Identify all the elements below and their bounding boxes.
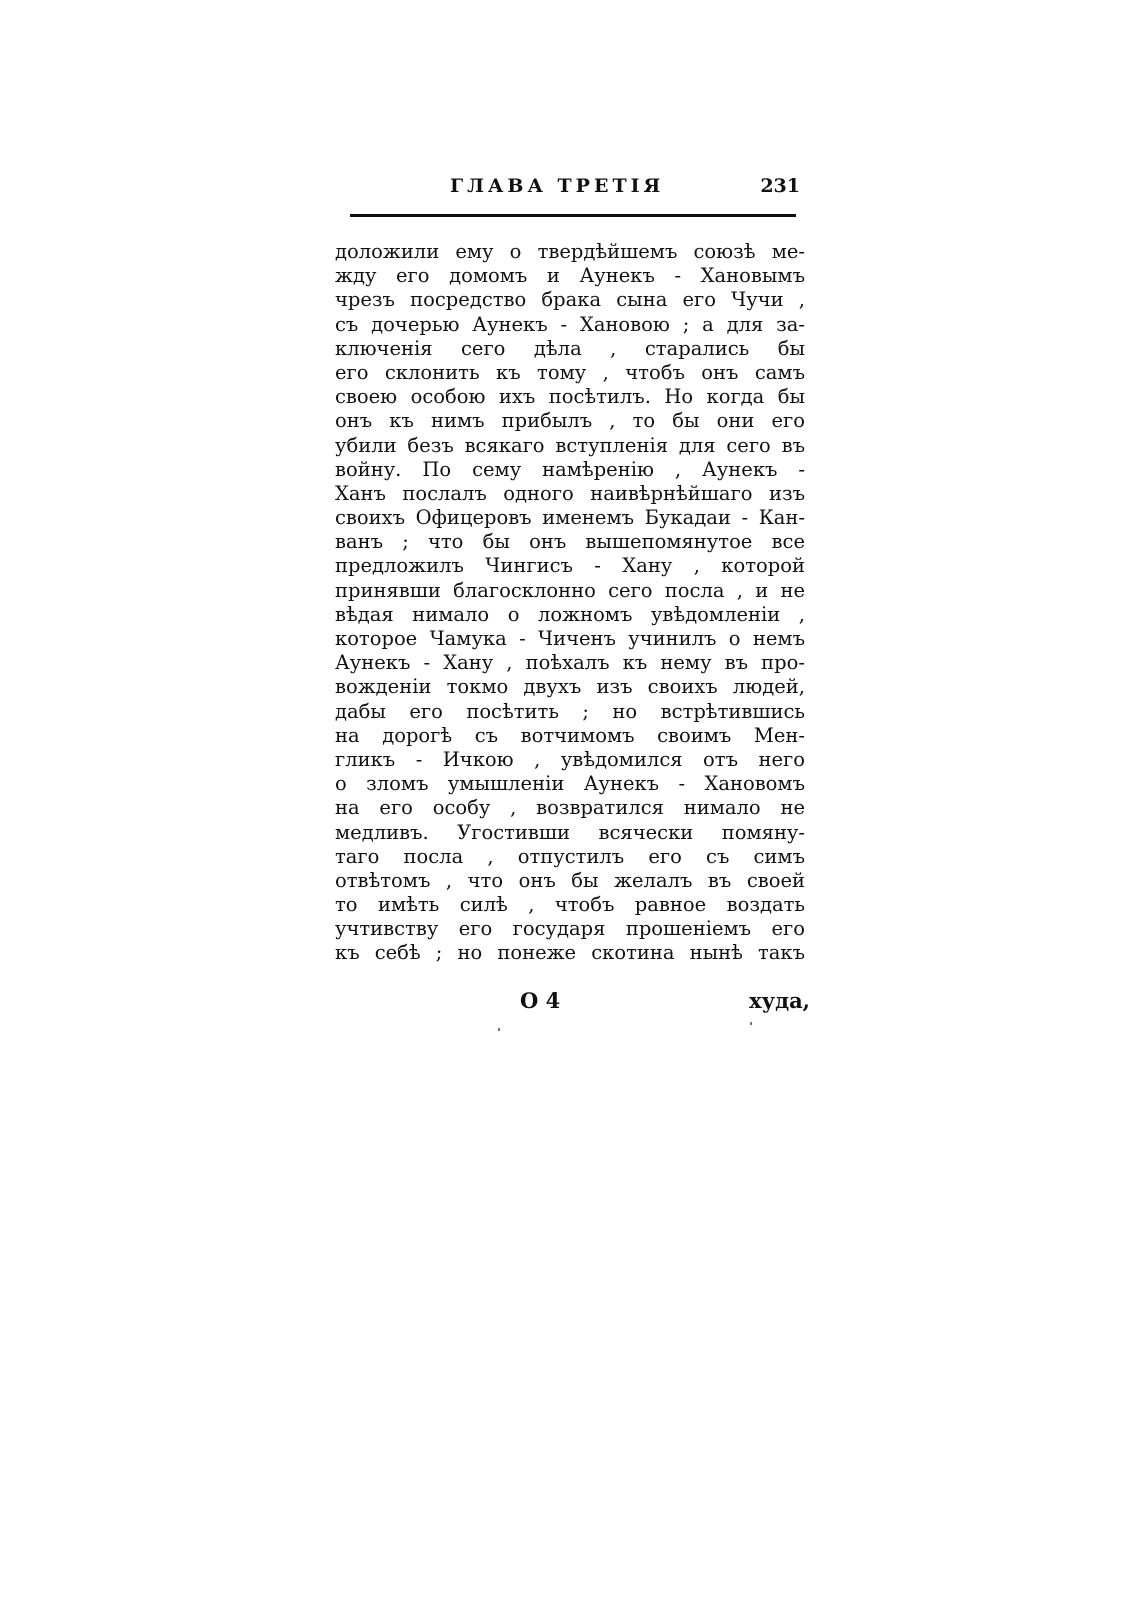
text-line: вѣдая нимало о ложномъ увѣдомленіи , (335, 602, 805, 626)
text-line: на его особу , возвратился нимало не (335, 796, 805, 820)
running-title: ГЛАВА ТРЕТІЯ (450, 175, 665, 197)
text-line: гликъ - Ичкою , увѣдомился отъ него (335, 747, 805, 771)
text-line: предложилъ Чингисъ - Хану , которой (335, 554, 805, 578)
catchword: худа, (749, 988, 810, 1013)
text-line: къ себѣ ; но понеже скотина нынѣ такъ (335, 941, 805, 965)
page-footer (520, 988, 810, 1020)
text-line: ключенія сего дѣла , старались бы (335, 336, 805, 360)
text-line: учтивству его государя прошеніемъ его (335, 917, 805, 941)
text-line: онъ къ нимъ прибылъ , то бы они его (335, 409, 805, 433)
text-line: ванъ ; что бы онъ вышепомянутое все (335, 530, 805, 554)
text-line: которое Чамука - Чиченъ учинилъ о немъ (335, 627, 805, 650)
text-line: медливъ. Угостивши всячески помяну- (335, 820, 805, 844)
header-rule (350, 214, 796, 217)
text-line: жду его домомъ и Аунекъ - Хановымъ (335, 264, 805, 288)
text-line: отвѣтомъ , что онъ бы желалъ въ своей (335, 868, 805, 892)
ink-speck (498, 1028, 500, 1031)
ink-speck (750, 1022, 752, 1025)
text-line: то имѣть силѣ , чтобъ равное воздать (335, 893, 805, 917)
text-line: Ханъ послалъ одного наивѣрнѣйшаго изъ (335, 481, 805, 505)
body-text (335, 240, 805, 966)
text-line: вожденіи токмо двухъ изъ своихъ людей, (335, 675, 805, 699)
text-line: доложили ему о твердѣйшемъ союзѣ ме- (335, 240, 805, 263)
signature-mark: О 4 (520, 988, 561, 1013)
text-line: съ дочерью Аунекъ - Хановою ; а для за- (335, 312, 805, 336)
text-line: своею особою ихъ посѣтилъ. Но когда бы (335, 385, 805, 409)
text-line: о зломъ умышленіи Аунекъ - Хановомъ (335, 772, 805, 796)
text-line: чрезъ посредство брака сына его Чучи , (335, 288, 805, 312)
text-line: своихъ Офицеровъ именемъ Букадаи - Кан- (335, 506, 805, 530)
text-line: его склонить къ тому , чтобъ онъ самъ (335, 360, 805, 384)
text-line: на дорогѣ съ вотчимомъ своимъ Мен- (335, 723, 805, 747)
text-line: войну. По сему намѣренію , Аунекъ - (335, 457, 805, 481)
text-line: таго посла , отпустилъ его съ симъ (335, 844, 805, 868)
running-head (350, 175, 800, 205)
text-line: дабы его посѣтить ; но встрѣтившись (335, 699, 805, 723)
text-line: принявши благосклонно сего посла , и не (335, 578, 805, 602)
page-number: 231 (760, 175, 800, 197)
text-line: убили безъ всякаго вступленія для сего въ (335, 433, 805, 457)
text-line: Аунекъ - Хану , поѣхалъ къ нему въ про- (335, 651, 805, 675)
